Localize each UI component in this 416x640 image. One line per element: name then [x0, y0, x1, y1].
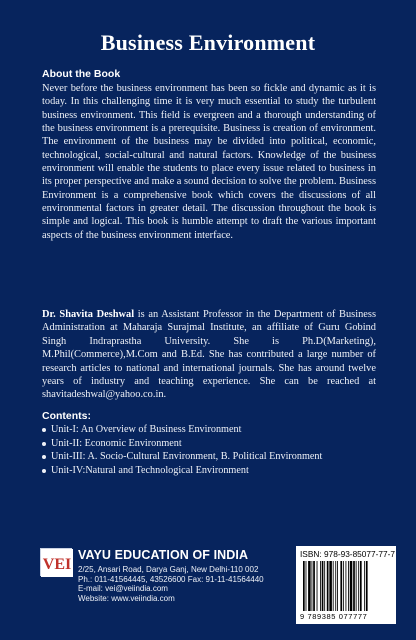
barcode-bar: [335, 561, 336, 611]
barcode-bar: [333, 561, 334, 611]
author-name: Dr. Shavita Deshwal: [42, 309, 135, 320]
barcode-bar: [306, 561, 307, 611]
publisher-website: Website: www.veiindia.com: [78, 593, 175, 603]
barcode-icon: [302, 561, 390, 613]
contents-list: [42, 423, 382, 477]
barcode-bar: [360, 561, 362, 611]
publisher-logo-text: VEI: [42, 556, 72, 573]
barcode-bar: [358, 561, 359, 611]
isbn-barcode-box: [296, 546, 396, 624]
publisher-logo: [40, 548, 72, 576]
barcode-bar: [320, 561, 321, 611]
contents-item-unit-4: Unit-IV:Natural and Technological Environment: [42, 464, 382, 478]
barcode-bar: [324, 561, 325, 611]
barcode-bar: [350, 561, 353, 611]
barcode-digits: 9 789385 077777: [300, 612, 368, 621]
publisher-name: VAYU EDUCATION OF INDIA: [78, 548, 249, 562]
book-title: Business Environment: [100, 30, 316, 55]
barcode-bar: [366, 561, 368, 611]
contents-item-unit-1: Unit-I: An Overview of Business Environment: [42, 423, 382, 437]
barcode-bar: [329, 561, 332, 611]
publisher-address: 2/25, Ansari Road, Darya Ganj, New Delhi-110 002: [78, 565, 259, 574]
barcode-bar: [317, 561, 318, 611]
barcode-bar: [327, 561, 329, 611]
publisher-logo-icon: [41, 549, 73, 577]
contents-item-unit-2: Unit-II: Economic Environment: [42, 437, 382, 451]
barcode-bar: [322, 561, 324, 611]
barcode-bar: [348, 561, 349, 611]
barcode-bar: [308, 561, 311, 611]
about-text: Never before the business environment has been so fickle and dynamic as it is today. In this challenging time it is very much essential to study the turbulent business environment. This field is evergreen and a thorough understanding of the business environment is a prerequisite. Business is creation of environment. The environment of the business may be divided into political, economic, technological, social-cultural and natural factors. Knowledge of the business environment will enable the students to place every issue related to business in its proper perspective and make a sound decision to solve the problem. Business Environment is a comprehensive book which covers the discussions of all environmental factors in greater detail. The discussion throughout the book is simple and logical. This book is humble attempt to draft the various important aspects of the business environment interface.: [42, 83, 376, 241]
isbn-label: ISBN: 978-93-85077-77-7: [300, 549, 396, 559]
barcode-bar: [313, 561, 315, 611]
author-bio: [42, 308, 376, 402]
barcode-bar: [312, 561, 313, 611]
author-bio-text: is an Assistant Professor in the Department of Business Administration at Maharaja Surajmal Institute, an affiliate of Guru Gobind Singh Indraprastha University. She is Ph.D(Marketing), M.Phil(Commerce),M.Com and B.Ed. She has contributed a large number of research articles to national and international journals. She has around twelve years of industry and teaching experience. She can be reached at shavitadeshwal@yahoo.co.in.: [42, 309, 377, 401]
barcode-bar: [364, 561, 365, 611]
publisher-email: E-mail: vei@veiindia.com: [78, 584, 168, 593]
about-heading: About the Book: [42, 68, 121, 80]
publisher-phone: Ph.: 011-41564445, 43526600 Fax: 91-11-41564440: [78, 574, 264, 584]
contents-heading: Contents:: [42, 410, 91, 422]
barcode-bar: [346, 561, 347, 611]
barcode-bar: [343, 561, 344, 611]
contents-item-unit-3: Unit-III: A. Socio-Cultural Environment, B. Political Environment: [42, 450, 382, 464]
barcode-bar: [340, 561, 342, 611]
barcode-bar: [337, 561, 338, 611]
barcode-bar: [356, 561, 357, 611]
barcode-bar: [353, 561, 355, 611]
barcode-bar: [303, 561, 305, 611]
